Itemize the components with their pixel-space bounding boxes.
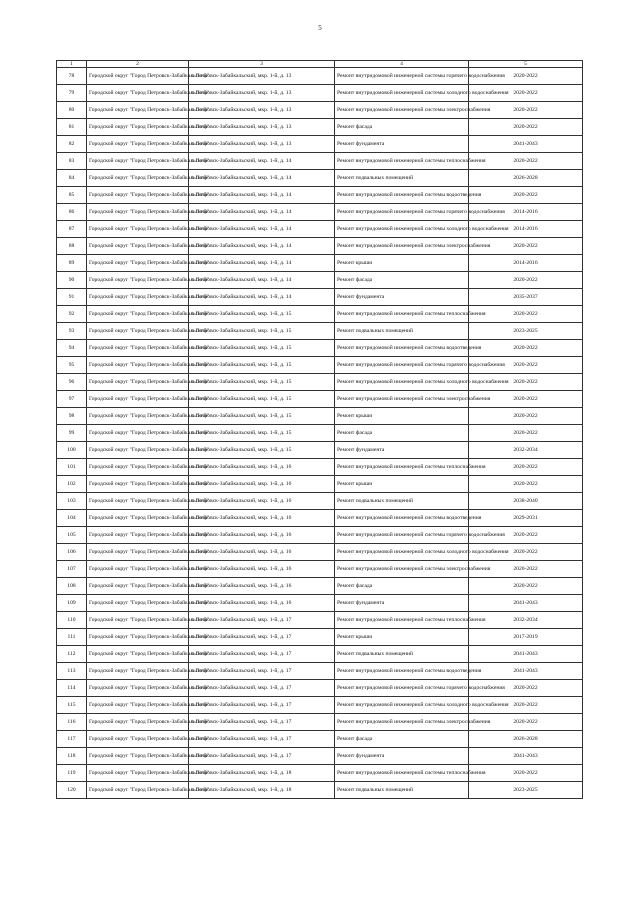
address-cell: г. Петровск-Забайкальский, мкр. 1-й, д. 17	[189, 612, 335, 629]
period-cell: 2020-2022	[469, 680, 583, 697]
row-number-cell: 116	[57, 714, 87, 731]
municipality-cell: Городской округ "Город Петровск-Забайкальский"	[87, 170, 189, 187]
period-cell: 2026-2028	[469, 170, 583, 187]
period-cell: 2020-2022	[469, 408, 583, 425]
work-type-cell: Ремонт внутридомовой инженерной системы электроснабжения	[335, 561, 469, 578]
work-type-cell: Ремонт крыши	[335, 476, 469, 493]
period-cell: 2020-2022	[469, 153, 583, 170]
table-row	[57, 510, 583, 527]
table-header	[57, 61, 583, 68]
work-type-cell: Ремонт внутридомовой инженерной системы холодного водоснабжения	[335, 85, 469, 102]
work-type-cell: Ремонт внутридомовой инженерной системы электроснабжения	[335, 102, 469, 119]
work-type-cell: Ремонт внутридомовой инженерной системы водоотведения	[335, 510, 469, 527]
row-number-cell: 93	[57, 323, 87, 340]
work-type-cell: Ремонт внутридомовой инженерной системы теплоснабжения	[335, 153, 469, 170]
municipality-cell: Городской округ "Город Петровск-Забайкальский"	[87, 476, 189, 493]
municipality-cell: Городской округ "Город Петровск-Забайкальский"	[87, 204, 189, 221]
work-type-cell: Ремонт внутридомовой инженерной системы холодного водоснабжения	[335, 374, 469, 391]
municipality-cell: Городской округ "Город Петровск-Забайкальский"	[87, 442, 189, 459]
address-cell: г. Петровск-Забайкальский, мкр. 1-й, д. 16	[189, 510, 335, 527]
row-number-cell: 89	[57, 255, 87, 272]
period-cell: 2020-2022	[469, 527, 583, 544]
address-cell: г. Петровск-Забайкальский, мкр. 1-й, д. 15	[189, 357, 335, 374]
address-cell: г. Петровск-Забайкальский, мкр. 1-й, д. 14	[189, 187, 335, 204]
work-type-cell: Ремонт внутридомовой инженерной системы электроснабжения	[335, 714, 469, 731]
municipality-cell: Городской округ "Город Петровск-Забайкальский"	[87, 272, 189, 289]
work-type-cell: Ремонт внутридомовой инженерной системы электроснабжения	[335, 391, 469, 408]
address-cell: г. Петровск-Забайкальский, мкр. 1-й, д. 15	[189, 391, 335, 408]
work-type-cell: Ремонт внутридомовой инженерной системы водоотведения	[335, 187, 469, 204]
address-cell: г. Петровск-Забайкальский, мкр. 1-й, д. 16	[189, 578, 335, 595]
address-cell: г. Петровск-Забайкальский, мкр. 1-й, д. 15	[189, 442, 335, 459]
work-type-cell: Ремонт внутридомовой инженерной системы холодного водоснабжения	[335, 544, 469, 561]
table-body	[57, 68, 583, 799]
row-number-cell: 119	[57, 765, 87, 782]
table-row	[57, 493, 583, 510]
address-cell: г. Петровск-Забайкальский, мкр. 1-й, д. 15	[189, 425, 335, 442]
row-number-cell: 96	[57, 374, 87, 391]
municipality-cell: Городской округ "Город Петровск-Забайкальский"	[87, 119, 189, 136]
municipality-cell: Городской округ "Город Петровск-Забайкальский"	[87, 731, 189, 748]
table-row	[57, 119, 583, 136]
period-cell: 2023-2025	[469, 782, 583, 799]
work-type-cell: Ремонт внутридомовой инженерной системы водоотведения	[335, 340, 469, 357]
work-type-cell: Ремонт внутридомовой инженерной системы теплоснабжения	[335, 459, 469, 476]
page-number: 5	[318, 24, 322, 32]
period-cell: 2020-2022	[469, 340, 583, 357]
municipality-cell: Городской округ "Город Петровск-Забайкальский"	[87, 68, 189, 85]
row-number-cell: 81	[57, 119, 87, 136]
period-cell: 2014-2016	[469, 255, 583, 272]
column-header: 5	[469, 61, 583, 68]
row-number-cell: 82	[57, 136, 87, 153]
table-row	[57, 289, 583, 306]
address-cell: г. Петровск-Забайкальский, мкр. 1-й, д. 15	[189, 374, 335, 391]
work-type-cell: Ремонт фасада	[335, 731, 469, 748]
work-type-cell: Ремонт подвальных помещений	[335, 170, 469, 187]
municipality-cell: Городской округ "Город Петровск-Забайкальский"	[87, 714, 189, 731]
municipality-cell: Городской округ "Город Петровск-Забайкальский"	[87, 697, 189, 714]
municipality-cell: Городской округ "Город Петровск-Забайкальский"	[87, 459, 189, 476]
municipality-cell: Городской округ "Город Петровск-Забайкальский"	[87, 425, 189, 442]
municipality-cell: Городской округ "Город Петровск-Забайкальский"	[87, 102, 189, 119]
period-cell: 2038-2040	[469, 493, 583, 510]
municipality-cell: Городской округ "Город Петровск-Забайкальский"	[87, 510, 189, 527]
row-number-cell: 118	[57, 748, 87, 765]
table-row	[57, 391, 583, 408]
address-cell: г. Петровск-Забайкальский, мкр. 1-й, д. 14	[189, 289, 335, 306]
municipality-cell: Городской округ "Город Петровск-Забайкальский"	[87, 544, 189, 561]
address-cell: г. Петровск-Забайкальский, мкр. 1-й, д. 14	[189, 238, 335, 255]
period-cell: 2020-2022	[469, 578, 583, 595]
address-cell: г. Петровск-Забайкальский, мкр. 1-й, д. 13	[189, 85, 335, 102]
table-row	[57, 85, 583, 102]
table-row	[57, 459, 583, 476]
row-number-cell: 90	[57, 272, 87, 289]
table-row	[57, 748, 583, 765]
table-row	[57, 527, 583, 544]
row-number-cell: 115	[57, 697, 87, 714]
row-number-cell: 120	[57, 782, 87, 799]
work-type-cell: Ремонт внутридомовой инженерной системы водоотведения	[335, 663, 469, 680]
period-cell: 2020-2022	[469, 187, 583, 204]
table-row	[57, 136, 583, 153]
row-number-cell: 88	[57, 238, 87, 255]
municipality-cell: Городской округ "Город Петровск-Забайкальский"	[87, 561, 189, 578]
table-row	[57, 357, 583, 374]
work-type-cell: Ремонт подвальных помещений	[335, 782, 469, 799]
address-cell: г. Петровск-Забайкальский, мкр. 1-й, д. 16	[189, 544, 335, 561]
work-type-cell: Ремонт подвальных помещений	[335, 323, 469, 340]
period-cell: 2020-2022	[469, 561, 583, 578]
row-number-cell: 117	[57, 731, 87, 748]
address-cell: г. Петровск-Забайкальский, мкр. 1-й, д. 17	[189, 731, 335, 748]
address-cell: г. Петровск-Забайкальский, мкр. 1-й, д. 15	[189, 408, 335, 425]
municipality-cell: Городской округ "Город Петровск-Забайкальский"	[87, 340, 189, 357]
row-number-cell: 107	[57, 561, 87, 578]
municipality-cell: Городской округ "Город Петровск-Забайкальский"	[87, 408, 189, 425]
period-cell: 2026-2028	[469, 731, 583, 748]
table-row	[57, 595, 583, 612]
row-number-cell: 113	[57, 663, 87, 680]
period-cell: 2017-2019	[469, 629, 583, 646]
municipality-cell: Городской округ "Город Петровск-Забайкальский"	[87, 153, 189, 170]
work-type-cell: Ремонт фундамента	[335, 289, 469, 306]
period-cell: 2020-2022	[469, 459, 583, 476]
address-cell: г. Петровск-Забайкальский, мкр. 1-й, д. 18	[189, 782, 335, 799]
work-type-cell: Ремонт внутридомовой инженерной системы горячего водоснабжения	[335, 357, 469, 374]
period-cell: 2020-2022	[469, 476, 583, 493]
table-row	[57, 255, 583, 272]
table-row	[57, 680, 583, 697]
column-header: 1	[57, 61, 87, 68]
municipality-cell: Городской округ "Город Петровск-Забайкальский"	[87, 748, 189, 765]
row-number-cell: 91	[57, 289, 87, 306]
address-cell: г. Петровск-Забайкальский, мкр. 1-й, д. 15	[189, 340, 335, 357]
work-type-cell: Ремонт фасада	[335, 119, 469, 136]
municipality-cell: Городской округ "Город Петровск-Забайкальский"	[87, 306, 189, 323]
row-number-cell: 86	[57, 204, 87, 221]
row-number-cell: 85	[57, 187, 87, 204]
table-row	[57, 731, 583, 748]
table-row	[57, 646, 583, 663]
table-row	[57, 663, 583, 680]
row-number-cell: 97	[57, 391, 87, 408]
work-type-cell: Ремонт крыши	[335, 408, 469, 425]
address-cell: г. Петровск-Забайкальский, мкр. 1-й, д. 18	[189, 765, 335, 782]
table-row	[57, 68, 583, 85]
table-row	[57, 612, 583, 629]
period-cell: 2020-2022	[469, 391, 583, 408]
work-type-cell: Ремонт крыши	[335, 255, 469, 272]
row-number-cell: 105	[57, 527, 87, 544]
period-cell: 2041-2043	[469, 748, 583, 765]
row-number-cell: 78	[57, 68, 87, 85]
period-cell: 2020-2022	[469, 357, 583, 374]
table-row	[57, 561, 583, 578]
table-row	[57, 425, 583, 442]
row-number-cell: 83	[57, 153, 87, 170]
municipality-cell: Городской округ "Город Петровск-Забайкальский"	[87, 323, 189, 340]
period-cell: 2020-2022	[469, 68, 583, 85]
work-type-cell: Ремонт внутридомовой инженерной системы теплоснабжения	[335, 612, 469, 629]
work-type-cell: Ремонт крыши	[335, 629, 469, 646]
table-row	[57, 578, 583, 595]
work-type-cell: Ремонт фундамента	[335, 442, 469, 459]
period-cell: 2020-2022	[469, 697, 583, 714]
municipality-cell: Городской округ "Город Петровск-Забайкальский"	[87, 680, 189, 697]
address-cell: г. Петровск-Забайкальский, мкр. 1-й, д. 15	[189, 323, 335, 340]
municipality-cell: Городской округ "Город Петровск-Забайкальский"	[87, 136, 189, 153]
work-type-cell: Ремонт фасада	[335, 425, 469, 442]
period-cell: 2029-2031	[469, 510, 583, 527]
address-cell: г. Петровск-Забайкальский, мкр. 1-й, д. 13	[189, 102, 335, 119]
repair-schedule-table	[56, 60, 583, 799]
municipality-cell: Городской округ "Город Петровск-Забайкальский"	[87, 187, 189, 204]
period-cell: 2041-2043	[469, 136, 583, 153]
table-row	[57, 765, 583, 782]
address-cell: г. Петровск-Забайкальский, мкр. 1-й, д. 14	[189, 204, 335, 221]
work-type-cell: Ремонт внутридомовой инженерной системы горячего водоснабжения	[335, 527, 469, 544]
period-cell: 2032-2034	[469, 612, 583, 629]
period-cell: 2035-2037	[469, 289, 583, 306]
address-cell: г. Петровск-Забайкальский, мкр. 1-й, д. 14	[189, 170, 335, 187]
work-type-cell: Ремонт внутридомовой инженерной системы холодного водоснабжения	[335, 221, 469, 238]
table-row	[57, 170, 583, 187]
address-cell: г. Петровск-Забайкальский, мкр. 1-й, д. 17	[189, 697, 335, 714]
work-type-cell: Ремонт внутридомовой инженерной системы холодного водоснабжения	[335, 697, 469, 714]
municipality-cell: Городской округ "Город Петровск-Забайкальский"	[87, 612, 189, 629]
address-cell: г. Петровск-Забайкальский, мкр. 1-й, д. 16	[189, 476, 335, 493]
row-number-cell: 101	[57, 459, 87, 476]
table-row	[57, 221, 583, 238]
table-row	[57, 272, 583, 289]
work-type-cell: Ремонт подвальных помещений	[335, 646, 469, 663]
work-type-cell: Ремонт внутридомовой инженерной системы горячего водоснабжения	[335, 204, 469, 221]
table-row	[57, 102, 583, 119]
address-cell: г. Петровск-Забайкальский, мкр. 1-й, д. 16	[189, 493, 335, 510]
period-cell: 2032-2034	[469, 442, 583, 459]
work-type-cell: Ремонт фундамента	[335, 748, 469, 765]
table-row	[57, 204, 583, 221]
period-cell: 2020-2022	[469, 306, 583, 323]
municipality-cell: Городской округ "Город Петровск-Забайкальский"	[87, 238, 189, 255]
row-number-cell: 84	[57, 170, 87, 187]
municipality-cell: Городской округ "Город Петровск-Забайкальский"	[87, 391, 189, 408]
period-cell: 2041-2043	[469, 595, 583, 612]
column-header: 4	[335, 61, 469, 68]
period-cell: 2041-2043	[469, 663, 583, 680]
address-cell: г. Петровск-Забайкальский, мкр. 1-й, д. 16	[189, 595, 335, 612]
address-cell: г. Петровск-Забайкальский, мкр. 1-й, д. 17	[189, 714, 335, 731]
period-cell: 2041-2043	[469, 646, 583, 663]
period-cell: 2020-2022	[469, 272, 583, 289]
table-row	[57, 153, 583, 170]
row-number-cell: 109	[57, 595, 87, 612]
period-cell: 2020-2022	[469, 238, 583, 255]
period-cell: 2020-2022	[469, 544, 583, 561]
row-number-cell: 104	[57, 510, 87, 527]
row-number-cell: 80	[57, 102, 87, 119]
municipality-cell: Городской округ "Город Петровск-Забайкальский"	[87, 255, 189, 272]
table-row	[57, 442, 583, 459]
row-number-cell: 108	[57, 578, 87, 595]
table-row	[57, 187, 583, 204]
address-cell: г. Петровск-Забайкальский, мкр. 1-й, д. 14	[189, 272, 335, 289]
table-row	[57, 697, 583, 714]
row-number-cell: 100	[57, 442, 87, 459]
row-number-cell: 79	[57, 85, 87, 102]
table-row	[57, 306, 583, 323]
address-cell: г. Петровск-Забайкальский, мкр. 1-й, д. 13	[189, 68, 335, 85]
table-row	[57, 340, 583, 357]
row-number-cell: 92	[57, 306, 87, 323]
address-cell: г. Петровск-Забайкальский, мкр. 1-й, д. 17	[189, 680, 335, 697]
work-type-cell: Ремонт внутридомовой инженерной системы электроснабжения	[335, 238, 469, 255]
municipality-cell: Городской округ "Город Петровск-Забайкальский"	[87, 629, 189, 646]
column-header: 3	[189, 61, 335, 68]
period-cell: 2020-2022	[469, 425, 583, 442]
table-row	[57, 238, 583, 255]
table-row	[57, 544, 583, 561]
municipality-cell: Городской округ "Город Петровск-Забайкальский"	[87, 374, 189, 391]
table-row	[57, 629, 583, 646]
row-number-cell: 111	[57, 629, 87, 646]
address-cell: г. Петровск-Забайкальский, мкр. 1-й, д. 17	[189, 663, 335, 680]
period-cell: 2020-2022	[469, 374, 583, 391]
work-type-cell: Ремонт подвальных помещений	[335, 493, 469, 510]
municipality-cell: Городской округ "Город Петровск-Забайкальский"	[87, 765, 189, 782]
work-type-cell: Ремонт внутридомовой инженерной системы горячего водоснабжения	[335, 68, 469, 85]
municipality-cell: Городской округ "Город Петровск-Забайкальский"	[87, 595, 189, 612]
address-cell: г. Петровск-Забайкальский, мкр. 1-й, д. 17	[189, 646, 335, 663]
period-cell: 2020-2022	[469, 119, 583, 136]
work-type-cell: Ремонт внутридомовой инженерной системы теплоснабжения	[335, 306, 469, 323]
table-row	[57, 408, 583, 425]
table-row	[57, 476, 583, 493]
column-header: 2	[87, 61, 189, 68]
period-cell: 2020-2022	[469, 85, 583, 102]
municipality-cell: Городской округ "Город Петровск-Забайкальский"	[87, 578, 189, 595]
table-row	[57, 782, 583, 799]
row-number-cell: 102	[57, 476, 87, 493]
work-type-cell: Ремонт фундамента	[335, 136, 469, 153]
row-number-cell: 114	[57, 680, 87, 697]
row-number-cell: 110	[57, 612, 87, 629]
row-number-cell: 99	[57, 425, 87, 442]
table-row	[57, 374, 583, 391]
address-cell: г. Петровск-Забайкальский, мкр. 1-й, д. 17	[189, 748, 335, 765]
row-number-cell: 106	[57, 544, 87, 561]
address-cell: г. Петровск-Забайкальский, мкр. 1-й, д. 16	[189, 561, 335, 578]
address-cell: г. Петровск-Забайкальский, мкр. 1-й, д. 14	[189, 221, 335, 238]
address-cell: г. Петровск-Забайкальский, мкр. 1-й, д. 16	[189, 527, 335, 544]
period-cell: 2020-2022	[469, 102, 583, 119]
work-type-cell: Ремонт внутридомовой инженерной системы горячего водоснабжения	[335, 680, 469, 697]
period-cell: 2020-2022	[469, 714, 583, 731]
address-cell: г. Петровск-Забайкальский, мкр. 1-й, д. 13	[189, 119, 335, 136]
municipality-cell: Городской округ "Город Петровск-Забайкальский"	[87, 221, 189, 238]
row-number-cell: 103	[57, 493, 87, 510]
municipality-cell: Городской округ "Город Петровск-Забайкальский"	[87, 357, 189, 374]
address-cell: г. Петровск-Забайкальский, мкр. 1-й, д. 14	[189, 255, 335, 272]
work-type-cell: Ремонт внутридомовой инженерной системы теплоснабжения	[335, 765, 469, 782]
address-cell: г. Петровск-Забайкальский, мкр. 1-й, д. 16	[189, 459, 335, 476]
row-number-cell: 94	[57, 340, 87, 357]
period-cell: 2014-2016	[469, 221, 583, 238]
work-type-cell: Ремонт фундамента	[335, 595, 469, 612]
municipality-cell: Городской округ "Город Петровск-Забайкальский"	[87, 782, 189, 799]
municipality-cell: Городской округ "Город Петровск-Забайкальский"	[87, 663, 189, 680]
address-cell: г. Петровск-Забайкальский, мкр. 1-й, д. 14	[189, 153, 335, 170]
address-cell: г. Петровск-Забайкальский, мкр. 1-й, д. 17	[189, 629, 335, 646]
table-row	[57, 323, 583, 340]
municipality-cell: Городской округ "Город Петровск-Забайкальский"	[87, 493, 189, 510]
row-number-cell: 98	[57, 408, 87, 425]
table-row	[57, 714, 583, 731]
period-cell: 2020-2022	[469, 765, 583, 782]
row-number-cell: 112	[57, 646, 87, 663]
municipality-cell: Городской округ "Город Петровск-Забайкальский"	[87, 646, 189, 663]
address-cell: г. Петровск-Забайкальский, мкр. 1-й, д. 13	[189, 136, 335, 153]
period-cell: 2023-2025	[469, 323, 583, 340]
work-type-cell: Ремонт фасада	[335, 272, 469, 289]
address-cell: г. Петровск-Забайкальский, мкр. 1-й, д. 15	[189, 306, 335, 323]
municipality-cell: Городской округ "Город Петровск-Забайкальский"	[87, 289, 189, 306]
period-cell: 2014-2016	[469, 204, 583, 221]
row-number-cell: 87	[57, 221, 87, 238]
row-number-cell: 95	[57, 357, 87, 374]
municipality-cell: Городской округ "Город Петровск-Забайкальский"	[87, 85, 189, 102]
work-type-cell: Ремонт фасада	[335, 578, 469, 595]
header-row	[57, 61, 583, 68]
municipality-cell: Городской округ "Город Петровск-Забайкальский"	[87, 527, 189, 544]
